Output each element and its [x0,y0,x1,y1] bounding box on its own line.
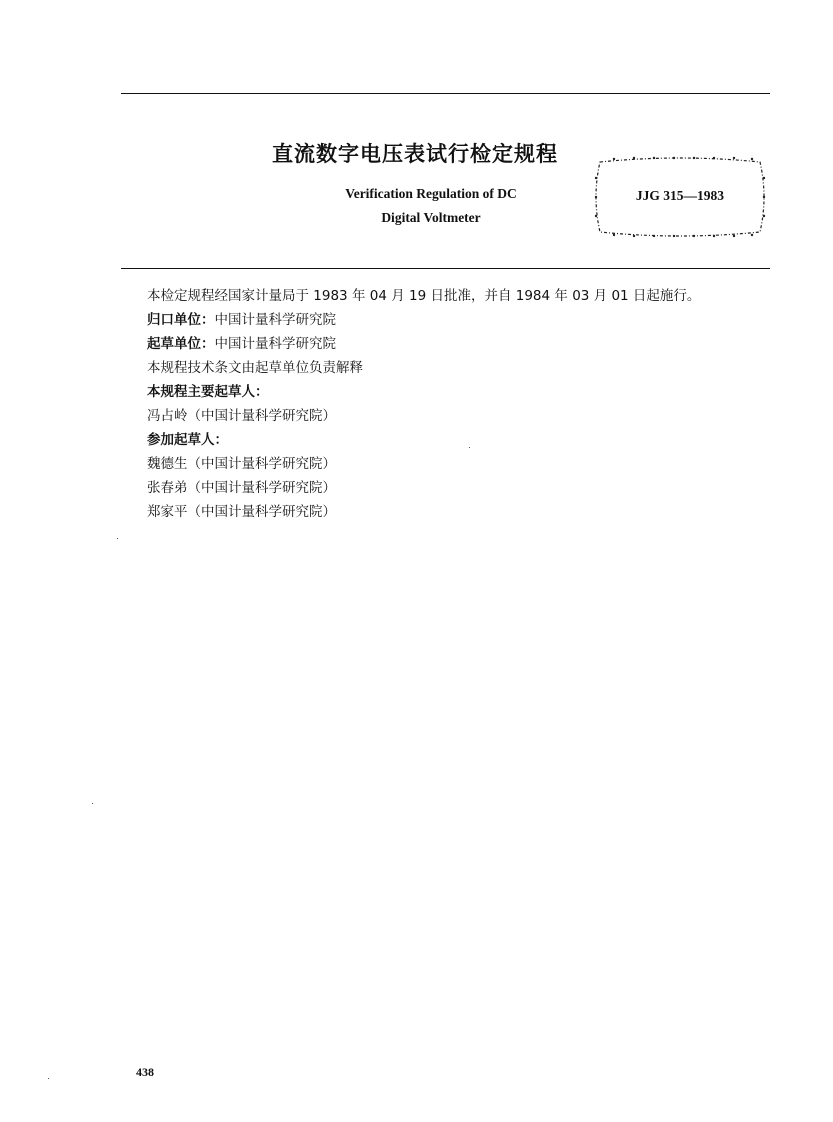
participant-item: 魏德生（中国计量科学研究院） [147,456,336,472]
owner-label: 归口单位： [147,312,215,328]
title-chinese: 直流数字电压表试行检定规程 [272,142,558,166]
drafter-value: 中国计量科学研究院 [214,336,336,352]
regulation-code-box [594,156,766,238]
main-drafters-label: 本规程主要起草人： [147,384,269,400]
scan-speck [48,1078,49,1079]
bottom-rule [121,268,770,269]
drafter-label: 起草单位： [147,336,215,352]
title-english-line-1: Verification Regulation of DC [345,186,517,201]
participants-label: 参加起草人： [147,432,228,448]
owner-line [147,308,787,332]
scan-speck [117,538,118,539]
interpretation-statement: 本规程技术条文由起草单位负责解释 [147,360,363,376]
participant-item: 张春弟（中国计量科学研究院） [147,480,336,496]
page-number: 438 [136,1065,154,1079]
main-drafter-item: 冯占岭（中国计量科学研究院） [147,408,336,424]
top-rule [121,93,770,94]
regulation-code: JJG 315—1983 [635,188,725,203]
scan-speck [92,803,93,804]
info-block [147,284,787,524]
participant-item: 郑家平（中国计量科学研究院） [147,504,336,520]
title-english-line-2: Digital Voltmeter [381,210,481,225]
owner-value: 中国计量科学研究院 [214,312,336,328]
approval-statement: 本检定规程经国家计量局于 1983 年 04 月 19 日批准，并自 1984 年 03 月 01 日起施行。 [147,288,701,304]
scan-speck [469,447,470,448]
drafter-line [147,332,787,356]
